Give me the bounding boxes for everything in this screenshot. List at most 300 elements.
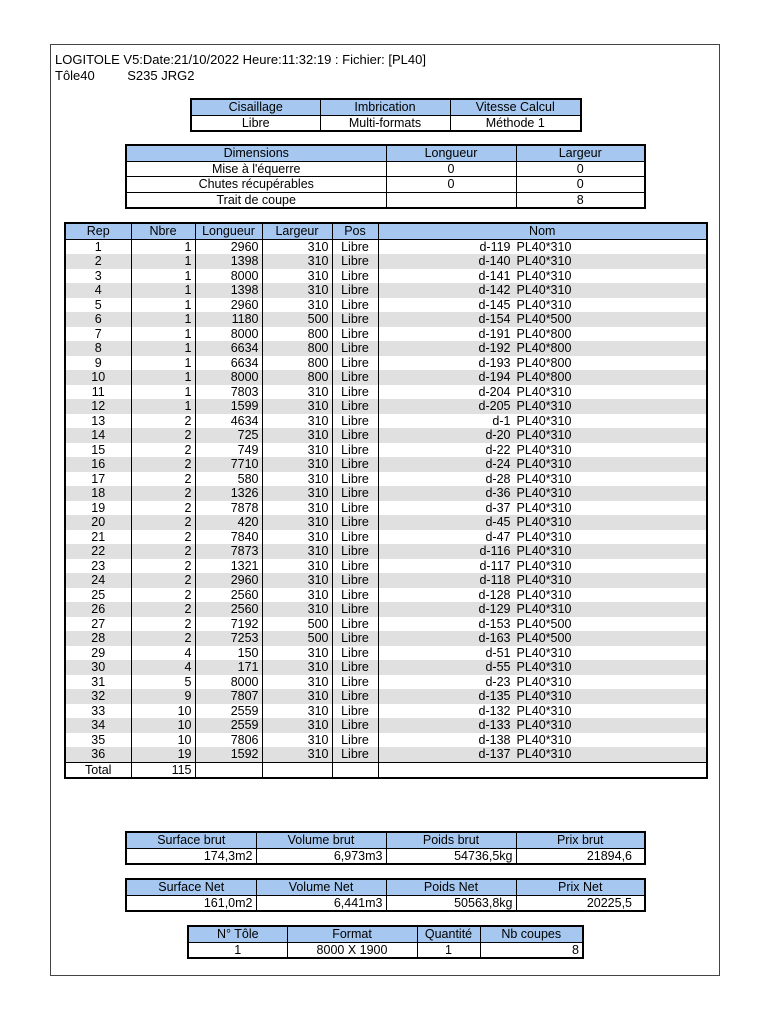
rep-cell: 26: [65, 602, 131, 617]
nbre-cell: 4: [131, 646, 195, 661]
piece-profile: PL40*310: [516, 500, 572, 515]
value-prix-brut: 21894,6: [516, 848, 645, 864]
piece-profile: PL40*310: [516, 283, 572, 298]
header-imbrication: Imbrication: [320, 99, 450, 115]
longueur-cell: 7878: [195, 501, 262, 516]
rep-cell: 27: [65, 617, 131, 632]
table-row: [65, 327, 707, 342]
largeur-cell: 310: [262, 239, 332, 254]
value-vitesse-calcul: Méthode 1: [450, 115, 581, 131]
piece-code: d-24: [485, 457, 511, 472]
nbre-cell: 5: [131, 675, 195, 690]
piece-profile: PL40*310: [516, 587, 572, 602]
nom-cell: [378, 515, 707, 530]
longueur-cell: 7840: [195, 530, 262, 545]
largeur-cell: 310: [262, 602, 332, 617]
sheet-table: [187, 925, 584, 959]
pos-cell: Libre: [332, 370, 378, 385]
largeur-cell: 310: [262, 515, 332, 530]
table-row: [65, 544, 707, 559]
rep-cell: 31: [65, 675, 131, 690]
nbre-cell: 2: [131, 472, 195, 487]
nom-cell: [378, 472, 707, 487]
dim-longueur: 0: [386, 161, 516, 177]
piece-code: d-140: [478, 254, 511, 269]
piece-profile: PL40*310: [516, 747, 572, 762]
piece-profile: PL40*310: [516, 254, 572, 269]
pieces-table: [64, 222, 708, 779]
piece-code: d-163: [478, 631, 511, 646]
nom-cell: [378, 486, 707, 501]
piece-profile: PL40*800: [516, 326, 572, 341]
nbre-cell: 10: [131, 718, 195, 733]
nbre-cell: 2: [131, 501, 195, 516]
pos-cell: Libre: [332, 385, 378, 400]
largeur-cell: 500: [262, 617, 332, 632]
rep-cell: 25: [65, 588, 131, 603]
nom-cell: [378, 602, 707, 617]
piece-profile: PL40*500: [516, 631, 572, 646]
nom-cell: [378, 457, 707, 472]
piece-code: d-45: [485, 515, 511, 530]
rep-cell: 18: [65, 486, 131, 501]
nom-cell: [378, 385, 707, 400]
piece-profile: PL40*310: [516, 674, 572, 689]
pos-cell: Libre: [332, 573, 378, 588]
piece-code: d-205: [478, 399, 511, 414]
piece-code: d-129: [478, 602, 511, 617]
piece-code: d-135: [478, 689, 511, 704]
nbre-cell: 1: [131, 298, 195, 313]
table-row: [65, 254, 707, 269]
nbre-cell: 2: [131, 414, 195, 429]
rep-cell: 6: [65, 312, 131, 327]
piece-profile: PL40*310: [516, 399, 572, 414]
largeur-cell: 310: [262, 457, 332, 472]
header-volume-brut: Volume brut: [256, 832, 386, 848]
total-empty: [332, 762, 378, 778]
piece-profile: PL40*310: [516, 689, 572, 704]
table-row: [65, 675, 707, 690]
piece-profile: PL40*800: [516, 341, 572, 356]
pos-cell: Libre: [332, 254, 378, 269]
piece-profile: PL40*500: [516, 616, 572, 631]
nom-cell: [378, 414, 707, 429]
rep-cell: 33: [65, 704, 131, 719]
longueur-cell: 1321: [195, 559, 262, 574]
longueur-cell: 2559: [195, 718, 262, 733]
rep-cell: 17: [65, 472, 131, 487]
nbre-cell: 2: [131, 443, 195, 458]
table-row: [65, 631, 707, 646]
rep-cell: 5: [65, 298, 131, 313]
piece-code: d-133: [478, 718, 511, 733]
largeur-cell: 310: [262, 747, 332, 762]
nom-cell: [378, 327, 707, 342]
largeur-cell: 310: [262, 588, 332, 603]
rep-cell: 23: [65, 559, 131, 574]
longueur-cell: 6634: [195, 341, 262, 356]
piece-profile: PL40*310: [516, 645, 572, 660]
table-row: [65, 298, 707, 313]
longueur-cell: 7873: [195, 544, 262, 559]
piece-code: d-36: [485, 486, 511, 501]
largeur-cell: 310: [262, 414, 332, 429]
nbre-cell: 2: [131, 588, 195, 603]
pos-cell: Libre: [332, 356, 378, 371]
header-vitesse-calcul: Vitesse Calcul: [450, 99, 581, 115]
nom-cell: [378, 399, 707, 414]
pos-cell: Libre: [332, 602, 378, 617]
longueur-cell: 6634: [195, 356, 262, 371]
pos-cell: Libre: [332, 747, 378, 762]
nbre-cell: 2: [131, 559, 195, 574]
nom-cell: [378, 573, 707, 588]
pos-cell: Libre: [332, 428, 378, 443]
longueur-cell: 2560: [195, 588, 262, 603]
piece-code: d-154: [478, 312, 511, 327]
rep-cell: 12: [65, 399, 131, 414]
nbre-cell: 9: [131, 689, 195, 704]
piece-profile: PL40*310: [516, 297, 572, 312]
value-quantite: 1: [417, 942, 480, 958]
pos-cell: Libre: [332, 239, 378, 254]
table-row: [65, 239, 707, 254]
report-header-line1: LOGITOLE V5:Date:21/10/2022 Heure:11:32:19 : Fichier: [PL40]: [55, 52, 426, 67]
longueur-cell: 1398: [195, 283, 262, 298]
dim-label: Trait de coupe: [126, 192, 386, 208]
table-row: [65, 472, 707, 487]
pos-cell: Libre: [332, 501, 378, 516]
longueur-cell: 7807: [195, 689, 262, 704]
value-surface-net: 161,0m2: [126, 895, 256, 911]
nom-cell: [378, 631, 707, 646]
longueur-cell: 8000: [195, 327, 262, 342]
largeur-cell: 310: [262, 646, 332, 661]
longueur-cell: 1592: [195, 747, 262, 762]
rep-cell: 3: [65, 269, 131, 284]
table-row: [65, 414, 707, 429]
nom-cell: [378, 675, 707, 690]
header-nb-coupes: Nb coupes: [480, 926, 583, 942]
rep-cell: 14: [65, 428, 131, 443]
largeur-cell: 310: [262, 472, 332, 487]
rep-cell: 20: [65, 515, 131, 530]
nbre-cell: 1: [131, 399, 195, 414]
longueur-cell: 2960: [195, 573, 262, 588]
nbre-cell: 10: [131, 733, 195, 748]
piece-code: d-153: [478, 616, 511, 631]
piece-profile: PL40*310: [516, 544, 572, 559]
piece-profile: PL40*310: [516, 602, 572, 617]
largeur-cell: 310: [262, 544, 332, 559]
pos-cell: Libre: [332, 646, 378, 661]
nbre-cell: 1: [131, 341, 195, 356]
piece-code: d-1: [492, 413, 511, 428]
pos-cell: Libre: [332, 515, 378, 530]
header-largeur: Largeur: [262, 223, 332, 239]
longueur-cell: 171: [195, 660, 262, 675]
header-prix-net: Prix Net: [516, 879, 645, 895]
largeur-cell: 310: [262, 428, 332, 443]
rep-cell: 7: [65, 327, 131, 342]
pos-cell: Libre: [332, 443, 378, 458]
value-format: 8000 X 1900: [287, 942, 417, 958]
table-row: [65, 660, 707, 675]
nom-cell: [378, 559, 707, 574]
piece-profile: PL40*800: [516, 355, 572, 370]
table-row: [65, 573, 707, 588]
nbre-cell: 2: [131, 617, 195, 632]
header-surface-net: Surface Net: [126, 879, 256, 895]
table-row: [65, 399, 707, 414]
header-poids-brut: Poids brut: [386, 832, 516, 848]
piece-code: d-132: [478, 703, 511, 718]
table-row: [65, 428, 707, 443]
longueur-cell: 1180: [195, 312, 262, 327]
header-rep: Rep: [65, 223, 131, 239]
header-prix-brut: Prix brut: [516, 832, 645, 848]
table-row: [65, 617, 707, 632]
report-header-line2: Tôle40 S235 JRG2: [55, 68, 195, 83]
pos-cell: Libre: [332, 341, 378, 356]
pos-cell: Libre: [332, 327, 378, 342]
dim-largeur: 0: [516, 161, 645, 177]
nom-cell: [378, 704, 707, 719]
pos-cell: Libre: [332, 312, 378, 327]
longueur-cell: 4634: [195, 414, 262, 429]
piece-code: d-192: [478, 341, 511, 356]
rep-cell: 28: [65, 631, 131, 646]
longueur-cell: 8000: [195, 269, 262, 284]
rep-cell: 8: [65, 341, 131, 356]
rep-cell: 11: [65, 385, 131, 400]
pos-cell: Libre: [332, 733, 378, 748]
value-imbrication: Multi-formats: [320, 115, 450, 131]
nom-cell: [378, 254, 707, 269]
pos-cell: Libre: [332, 414, 378, 429]
table-row: [65, 559, 707, 574]
nbre-cell: 2: [131, 457, 195, 472]
largeur-cell: 310: [262, 689, 332, 704]
pos-cell: Libre: [332, 675, 378, 690]
nom-cell: [378, 312, 707, 327]
nbre-cell: 2: [131, 530, 195, 545]
largeur-cell: 310: [262, 443, 332, 458]
nbre-cell: 19: [131, 747, 195, 762]
nom-cell: [378, 718, 707, 733]
longueur-cell: 1599: [195, 399, 262, 414]
longueur-cell: 8000: [195, 675, 262, 690]
nom-cell: [378, 544, 707, 559]
nbre-cell: 1: [131, 385, 195, 400]
longueur-cell: 2560: [195, 602, 262, 617]
table-row: [65, 385, 707, 400]
piece-profile: PL40*310: [516, 573, 572, 588]
nom-cell: [378, 239, 707, 254]
rep-cell: 9: [65, 356, 131, 371]
largeur-cell: 310: [262, 254, 332, 269]
dimensions-table: [125, 144, 646, 209]
table-row: [65, 486, 707, 501]
pos-cell: Libre: [332, 718, 378, 733]
total-value: 115: [131, 762, 195, 778]
nbre-cell: 1: [131, 356, 195, 371]
pos-cell: Libre: [332, 457, 378, 472]
piece-code: d-141: [478, 268, 511, 283]
piece-profile: PL40*310: [516, 732, 572, 747]
longueur-cell: 2960: [195, 298, 262, 313]
brut-table: [125, 831, 646, 865]
table-row: [65, 341, 707, 356]
longueur-cell: 749: [195, 443, 262, 458]
piece-profile: PL40*500: [516, 312, 572, 327]
nom-cell: [378, 443, 707, 458]
table-row: [65, 747, 707, 762]
header-largeur: Largeur: [516, 145, 645, 161]
dim-largeur: 8: [516, 192, 645, 208]
table-row: [65, 646, 707, 661]
largeur-cell: 310: [262, 718, 332, 733]
rep-cell: 34: [65, 718, 131, 733]
piece-code: d-37: [485, 500, 511, 515]
largeur-cell: 310: [262, 501, 332, 516]
value-poids-brut: 54736,5kg: [386, 848, 516, 864]
largeur-cell: 310: [262, 283, 332, 298]
value-volume-net: 6,441m3: [256, 895, 386, 911]
params-table: [190, 98, 582, 132]
pos-cell: Libre: [332, 660, 378, 675]
longueur-cell: 7710: [195, 457, 262, 472]
table-row: [65, 457, 707, 472]
nbre-cell: 2: [131, 602, 195, 617]
piece-profile: PL40*310: [516, 486, 572, 501]
piece-profile: PL40*310: [516, 384, 572, 399]
pos-cell: Libre: [332, 617, 378, 632]
nom-cell: [378, 428, 707, 443]
header-format: Format: [287, 926, 417, 942]
nbre-cell: 1: [131, 327, 195, 342]
pos-cell: Libre: [332, 704, 378, 719]
nom-cell: [378, 341, 707, 356]
header-numero-tole: N° Tôle: [188, 926, 287, 942]
nbre-cell: 1: [131, 269, 195, 284]
piece-profile: PL40*310: [516, 718, 572, 733]
dim-largeur: 0: [516, 177, 645, 193]
piece-code: d-55: [485, 660, 511, 675]
piece-code: d-117: [479, 558, 511, 573]
nom-cell: [378, 501, 707, 516]
rep-cell: 30: [65, 660, 131, 675]
dim-label: Chutes récupérables: [126, 177, 386, 193]
table-row: [65, 283, 707, 298]
longueur-cell: 420: [195, 515, 262, 530]
piece-code: d-28: [485, 471, 511, 486]
piece-profile: PL40*310: [516, 268, 572, 283]
nom-cell: [378, 298, 707, 313]
pos-cell: Libre: [332, 298, 378, 313]
largeur-cell: 310: [262, 530, 332, 545]
value-numero-tole: 1: [188, 942, 287, 958]
nbre-cell: 4: [131, 660, 195, 675]
header-quantite: Quantité: [417, 926, 480, 942]
largeur-cell: 310: [262, 704, 332, 719]
nom-cell: [378, 370, 707, 385]
header-longueur: Longueur: [195, 223, 262, 239]
rep-cell: 13: [65, 414, 131, 429]
longueur-cell: 7192: [195, 617, 262, 632]
longueur-cell: 2559: [195, 704, 262, 719]
piece-profile: PL40*310: [516, 558, 572, 573]
longueur-cell: 2960: [195, 239, 262, 254]
table-row: [65, 443, 707, 458]
total-label: Total: [65, 762, 131, 778]
nom-cell: [378, 689, 707, 704]
largeur-cell: 310: [262, 559, 332, 574]
pos-cell: Libre: [332, 283, 378, 298]
header-volume-net: Volume Net: [256, 879, 386, 895]
nbre-cell: 1: [131, 254, 195, 269]
header-longueur: Longueur: [386, 145, 516, 161]
table-row: [65, 530, 707, 545]
piece-profile: PL40*310: [516, 442, 572, 457]
piece-code: d-51: [485, 645, 511, 660]
nbre-cell: 2: [131, 428, 195, 443]
value-volume-brut: 6,973m3: [256, 848, 386, 864]
dim-longueur: [386, 192, 516, 208]
table-row: [65, 269, 707, 284]
table-row: [65, 515, 707, 530]
nom-cell: [378, 269, 707, 284]
piece-profile: PL40*310: [516, 515, 572, 530]
rep-cell: 19: [65, 501, 131, 516]
piece-code: d-118: [479, 573, 511, 588]
rep-cell: 32: [65, 689, 131, 704]
value-prix-net: 20225,5: [516, 895, 645, 911]
pieces-body: [65, 239, 707, 762]
rep-cell: 4: [65, 283, 131, 298]
nom-cell: [378, 617, 707, 632]
net-table: [125, 878, 646, 912]
largeur-cell: 310: [262, 733, 332, 748]
nom-cell: [378, 747, 707, 762]
piece-code: d-204: [478, 384, 511, 399]
piece-code: d-193: [478, 355, 511, 370]
table-row: [65, 733, 707, 748]
header-surface-brut: Surface brut: [126, 832, 256, 848]
nom-cell: [378, 660, 707, 675]
piece-code: d-119: [479, 239, 511, 254]
value-cisaillage: Libre: [191, 115, 320, 131]
piece-code: d-128: [478, 587, 511, 602]
piece-profile: PL40*310: [516, 428, 572, 443]
nbre-cell: 2: [131, 631, 195, 646]
piece-profile: PL40*310: [516, 471, 572, 486]
table-row: [65, 312, 707, 327]
nbre-cell: 1: [131, 312, 195, 327]
header-dimensions: Dimensions: [126, 145, 386, 161]
longueur-cell: 7803: [195, 385, 262, 400]
table-row: [65, 704, 707, 719]
longueur-cell: 8000: [195, 370, 262, 385]
pos-cell: Libre: [332, 472, 378, 487]
nom-cell: [378, 530, 707, 545]
piece-profile: PL40*310: [516, 413, 572, 428]
header-poids-net: Poids Net: [386, 879, 516, 895]
rep-cell: 29: [65, 646, 131, 661]
pos-cell: Libre: [332, 689, 378, 704]
largeur-cell: 310: [262, 385, 332, 400]
